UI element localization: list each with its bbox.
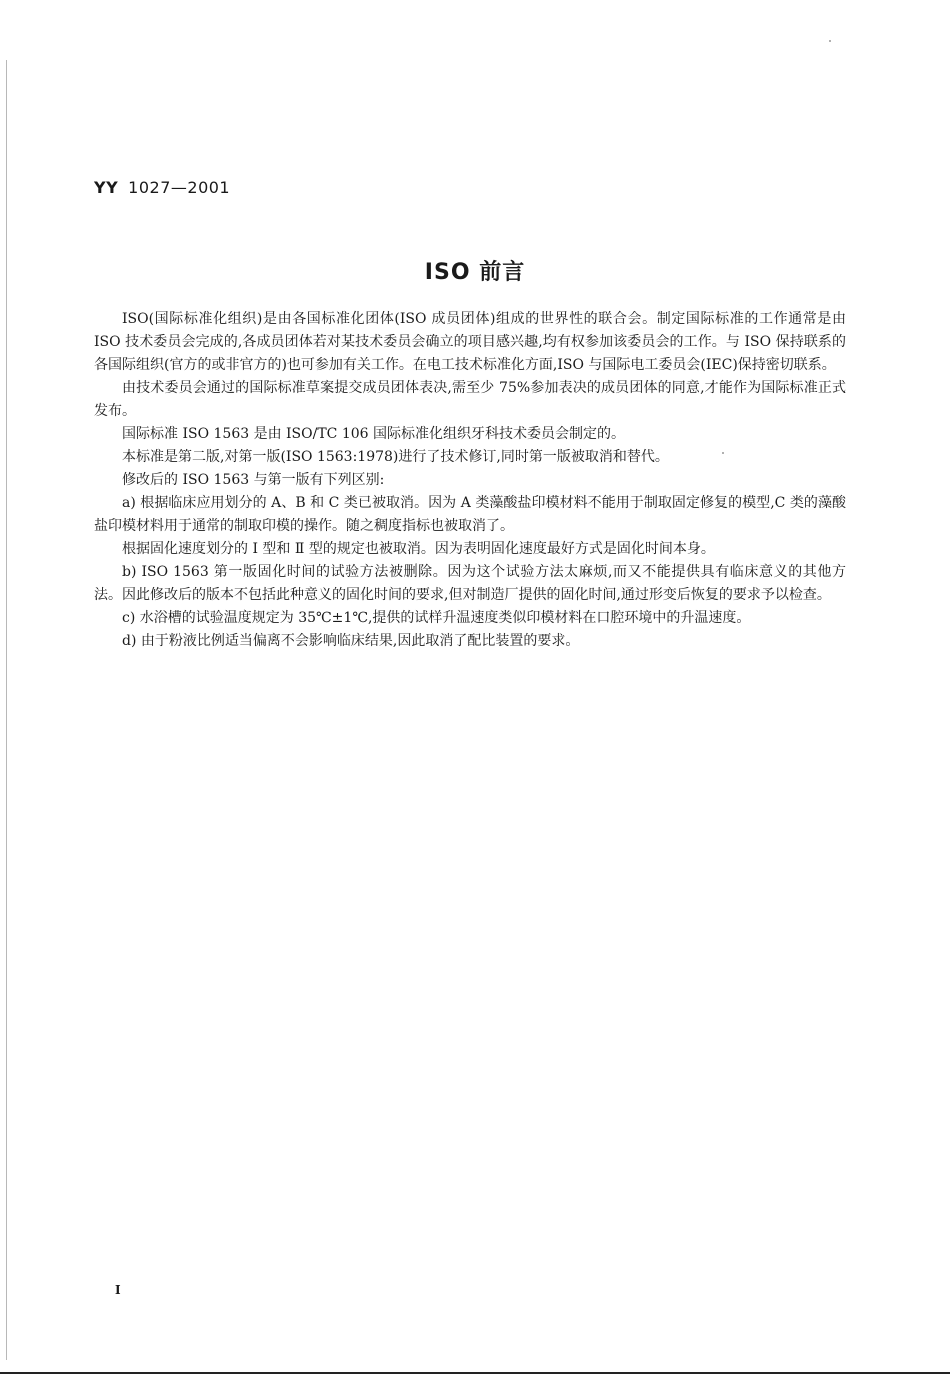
paragraph: 根据固化速度划分的 Ⅰ 型和 Ⅱ 型的规定也被取消。因为表明固化速度最好方式是固化时间本身。 [122,541,715,557]
paragraph: 国际标准 ISO 1563 是由 ISO/TC 106 国际标准化组织牙科技术委员会制定的。 [122,426,626,442]
paragraph: b) ISO 1563 第一版固化时间的试验方法被删除。因为这个试验方法太麻烦,而又不能提供具有临床意义的其他方法。因此修改后的版本不包括此种意义的固化时间的要求,但对制造厂提供的固化时间,通过形变后恢复的要求予以检查。 [94,564,846,603]
standard-number: 1027—2001 [128,178,231,197]
scan-speck [829,40,831,42]
standard-code [94,178,230,197]
scan-edge-bottom [0,1372,950,1374]
standard-prefix: YY [94,178,119,197]
paragraph: a) 根据临床应用划分的 A、B 和 C 类已被取消。因为 A 类藻酸盐印模材料不能用于制取固定修复的模型,C 类的藻酸盐印模材料用于通常的制取印模的操作。随之稠度指标也被取消了。 [94,495,846,534]
paragraph: 由技术委员会通过的国际标准草案提交成员团体表决,需至少 75%参加表决的成员团体的同意,才能作为国际标准正式发布。 [94,380,846,419]
page-title: ISO 前言 [424,260,526,285]
paragraph: d) 由于粉液比例适当偏离不会影响临床结果,因此取消了配比装置的要求。 [122,633,580,649]
document-body [94,308,846,653]
paragraph: 本标准是第二版,对第一版(ISO 1563:1978)进行了技术修订,同时第一版被取消和替代。 [122,449,669,465]
paragraph: 修改后的 ISO 1563 与第一版有下列区别: [122,472,385,488]
paragraph: c) 水浴槽的试验温度规定为 35℃±1℃,提供的试样升温速度类似印模材料在口腔环境中的升温速度。 [122,610,751,626]
page-number: Ⅰ [115,1283,121,1297]
paragraph: ISO(国际标准化组织)是由各国标准化团体(ISO 成员团体)组成的世界性的联合会。制定国际标准的工作通常是由 ISO 技术委员会完成的,各成员团体若对某技术委员会确立的项目感兴趣,均有权参加该委员会的工作。与 ISO 保持联系的各国际组织(官方的或非官方的)也可参加有关工作。在电工技术标准化方面,ISO 与国际电工委员会(IEC)保持密切联系。 [94,311,846,373]
